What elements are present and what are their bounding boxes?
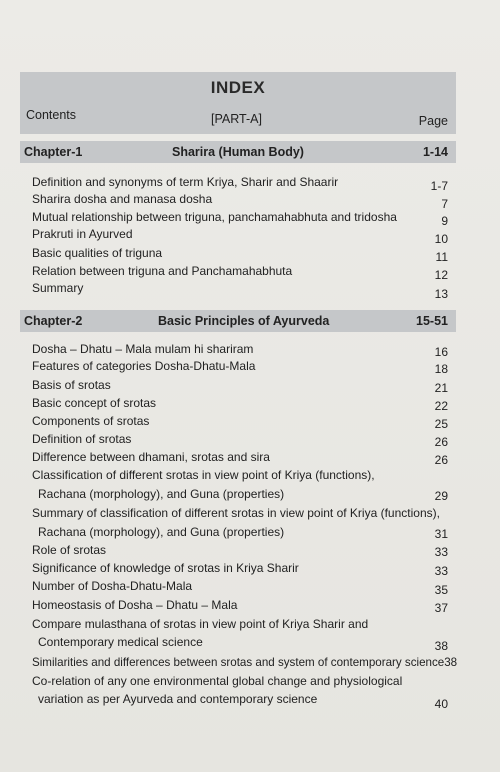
index-title: INDEX bbox=[210, 78, 266, 97]
toc-entry: Basic concept of srotas bbox=[32, 396, 157, 410]
toc-page: 26 bbox=[434, 453, 448, 467]
chapter-pages: 15-51 bbox=[416, 314, 448, 328]
toc-entry: Summary bbox=[32, 281, 84, 295]
chapter-2-bar bbox=[20, 310, 456, 332]
toc-entry: Basic qualities of triguna bbox=[32, 246, 163, 260]
toc-entry: Similarities and differences between srotas and system of contemporary science38 bbox=[32, 656, 458, 669]
chapter-title: Basic Principles of Ayurveda bbox=[158, 314, 330, 328]
toc-page: 11 bbox=[435, 250, 448, 264]
toc-entry: Features of categories Dosha-Dhatu-Mala bbox=[32, 359, 256, 373]
toc-entry: Compare mulasthana of srotas in view point of Kriya Sharir and bbox=[32, 617, 369, 631]
toc-entry: Summary of classification of different srotas in view point of Kriya (functions), bbox=[32, 506, 440, 520]
toc-page: 7 bbox=[441, 197, 448, 211]
toc-page: 12 bbox=[434, 268, 448, 282]
toc-entry: Basis of srotas bbox=[32, 378, 111, 392]
toc-page: 22 bbox=[434, 399, 448, 413]
toc-page: 21 bbox=[434, 381, 448, 395]
toc-entry-continuation: Rachana (morphology), and Guna (properties) bbox=[38, 487, 285, 501]
toc-entry: Significance of knowledge of srotas in Kriya Sharir bbox=[32, 561, 299, 575]
toc-entry: Sharira dosha and manasa dosha bbox=[32, 192, 213, 206]
chapter-1-bar bbox=[20, 141, 456, 163]
toc-entry-continuation: variation as per Ayurveda and contemporary science bbox=[38, 692, 318, 706]
toc-entry: Number of Dosha-Dhatu-Mala bbox=[32, 579, 193, 593]
index-header bbox=[20, 72, 456, 134]
toc-entry: Definition of srotas bbox=[32, 432, 132, 446]
chapter-pages: 1-14 bbox=[422, 145, 448, 159]
toc-page: 37 bbox=[434, 601, 448, 615]
toc-page: 9 bbox=[441, 214, 448, 228]
toc-page: 16 bbox=[434, 345, 448, 359]
toc-page: 33 bbox=[434, 545, 448, 559]
toc-page: 26 bbox=[434, 435, 448, 449]
toc-entry: Dosha – Dhatu – Mala mulam hi shariram bbox=[32, 342, 254, 356]
part-label: [PART-A] bbox=[211, 112, 262, 126]
toc-entry: Homeostasis of Dosha – Dhatu – Mala bbox=[32, 598, 238, 612]
toc-page: 40 bbox=[434, 697, 448, 711]
toc-entry: Definition and synonyms of term Kriya, Sharir and Shaarir bbox=[32, 175, 339, 189]
toc-entry: Co-relation of any one environmental global change and physiological bbox=[32, 674, 403, 688]
toc-entry: Classification of different srotas in view point of Kriya (functions), bbox=[32, 468, 375, 482]
toc-page: 18 bbox=[434, 362, 448, 376]
toc-entry: Difference between dhamani, srotas and sira bbox=[32, 450, 270, 464]
chapter-number: Chapter-2 bbox=[24, 314, 83, 328]
toc-entry: Prakruti in Ayurved bbox=[32, 227, 133, 241]
toc-page: 25 bbox=[434, 417, 448, 431]
toc-entry-continuation: Contemporary medical science bbox=[38, 635, 203, 649]
toc-page: 10 bbox=[434, 232, 448, 246]
toc-entry: Components of srotas bbox=[32, 414, 150, 428]
page-label: Page bbox=[418, 114, 448, 128]
toc-page: 1-7 bbox=[430, 179, 448, 193]
chapter-title: Sharira (Human Body) bbox=[172, 145, 304, 159]
toc-page: 31 bbox=[434, 527, 448, 541]
toc-page: 35 bbox=[434, 583, 448, 597]
toc-entry: Relation between triguna and Panchamahabhuta bbox=[32, 264, 293, 278]
toc-page: 29 bbox=[434, 489, 448, 503]
toc-entry: Mutual relationship between triguna, panchamahabhuta and tridosha bbox=[32, 210, 397, 224]
contents-label: Contents bbox=[26, 108, 77, 122]
toc-entry: Role of srotas bbox=[32, 543, 107, 557]
toc-page: 38 bbox=[434, 639, 448, 653]
toc-entry-continuation: Rachana (morphology), and Guna (properties) bbox=[38, 525, 285, 539]
toc-page: 13 bbox=[434, 287, 448, 301]
chapter-number: Chapter-1 bbox=[24, 145, 83, 159]
toc-page: 33 bbox=[434, 564, 448, 578]
